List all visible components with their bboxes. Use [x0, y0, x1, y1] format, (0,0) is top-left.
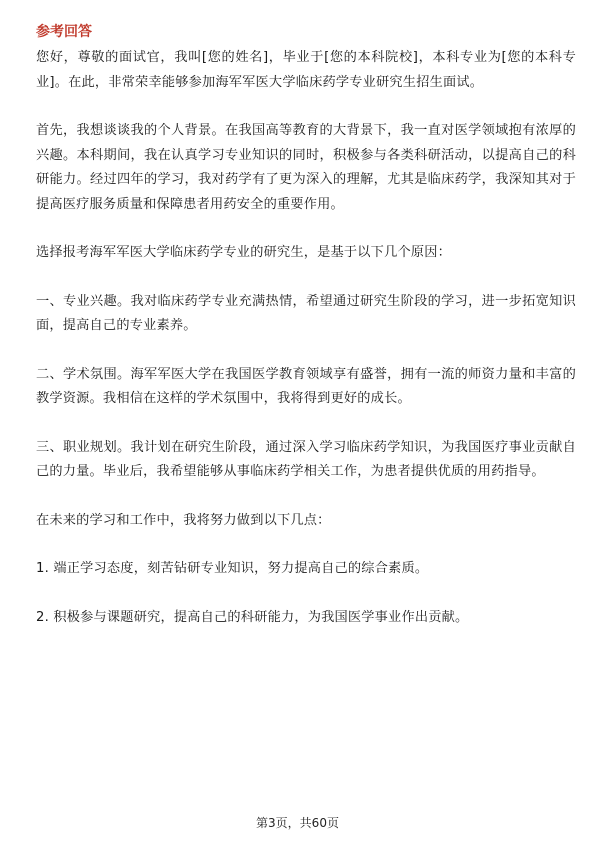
document-body [36, 22, 576, 654]
paragraph-reason-career: 三、职业规划。我计划在研究生阶段，通过深入学习临床药学知识，为我国医疗事业贡献自己的力量。毕业后，我希望能够从事临床药学相关工作，为患者提供优质的用药指导。 [36, 439, 576, 479]
page-number: 第3页，共60页 [256, 816, 339, 830]
paragraph-reasons-intro: 选择报考海军军医大学临床药学专业的研究生，是基于以下几个原因： [36, 245, 452, 260]
paragraph-reason-interest: 一、专业兴趣。我对临床药学专业充满热情，希望通过研究生阶段的学习，进一步拓宽知识面，提高自己的专业素养。 [36, 293, 576, 333]
paragraph-point-1: 1. 端正学习态度，刻苦钻研专业知识，努力提高自己的综合素质。 [36, 561, 429, 576]
paragraph-point-2: 2. 积极参与课题研究，提高自己的科研能力，为我国医学事业作出贡献。 [36, 609, 469, 625]
paragraph-future-intro: 在未来的学习和工作中，我将努力做到以下几点： [36, 512, 331, 528]
paragraph-reason-atmosphere: 二、学术氛围。海军军医大学在我国医学教育领域享有盛誉，拥有一流的师资力量和丰富的教学资源。我相信在这样的学术氛围中，我将得到更好的成长。 [36, 366, 576, 406]
paragraph-intro: 您好，尊敬的面试官，我叫[您的姓名]，毕业于[您的本科院校]，本科专业为[您的本科专业]。在此，非常荣幸能够参加海军军医大学临床药学专业研究生招生面试。 [36, 50, 576, 90]
section-heading: 参考回答 [36, 24, 92, 40]
paragraph-background: 首先，我想谈谈我的个人背景。在我国高等教育的大背景下，我一直对医学领域抱有浓厚的兴趣。本科期间，我在认真学习专业知识的同时，积极参与各类科研活动，以提高自己的科研能力。经过四年的学习，我对药学有了更为深入的理解，尤其是临床药学，我深知其对于提高医疗服务质量和保障患者用药安全的重要作用。 [36, 123, 576, 212]
